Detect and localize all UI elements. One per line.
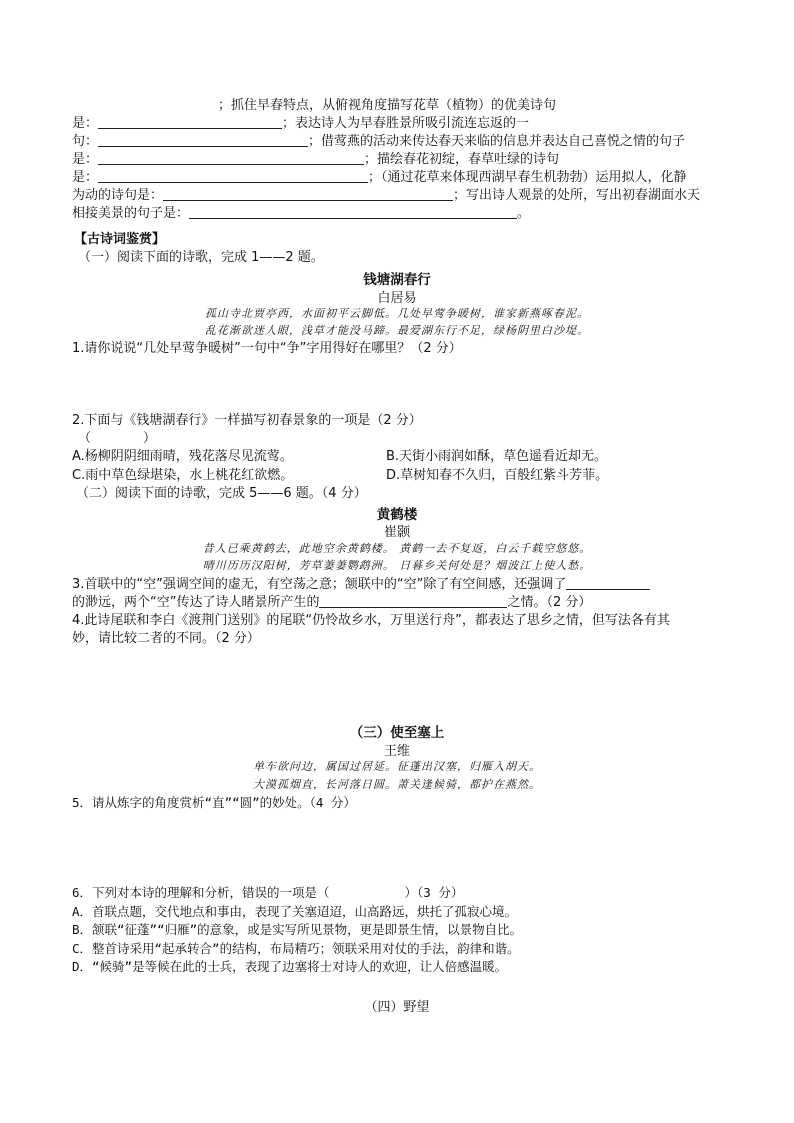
fill-line-5 xyxy=(72,169,687,187)
answer-blank[interactable] xyxy=(319,594,507,608)
fill-text-5b: ；（通过花草来体现西湖早春生机勃勃）运用拟人，化静 xyxy=(368,170,687,185)
part4-heading: （四）野望 xyxy=(364,1000,430,1015)
fill-text-4b: ；描绘春花初绽，春草吐绿的诗句 xyxy=(364,152,560,167)
answer-blank[interactable] xyxy=(163,187,453,201)
fill-text-1: ；抓住早春特点，从俯视角度描写花草（植物）的优美诗句 xyxy=(218,98,557,113)
option-6a: A．首联点题，交代地点和事由，表现了关塞迢迢，山高路远，烘托了孤寂心境。 xyxy=(72,904,518,919)
section-heading-appreciation: 【古诗词鉴赏】 xyxy=(74,232,166,247)
question-3-line-1 xyxy=(72,576,650,594)
question-3-line-2 xyxy=(72,594,591,612)
question-4-line-1: 4.此诗尾联和李白《渡荆门送别》的尾联“仍怜故乡水，万里送行舟”，都表达了思乡之情，但写法各有其 xyxy=(72,613,670,628)
fill-text-2b: ；表达诗人为早春胜景所吸引流连忘返的一 xyxy=(282,116,530,131)
fill-text-3b: ；借莺燕的活动来传达春天来临的信息并表达自己喜悦之情的句子 xyxy=(308,134,686,149)
answer-blank[interactable] xyxy=(566,576,650,590)
poem2-line-2: 晴川历历汉阳树，芳草萋萋鹦鹉洲。 日暮乡关何处是？烟波江上使人愁。 xyxy=(202,559,592,572)
option-2d: D.草树知春不久归，百般红紫斗芳菲。 xyxy=(386,468,609,483)
poem2-line-1: 昔人已乘黄鹤去，此地空余黄鹤楼。 黄鹤一去不复返，白云千载空悠悠。 xyxy=(202,542,592,555)
fill-text-3a: 句： xyxy=(72,134,99,149)
option-6c: C．整首诗采用“起承转合”的结构，布局精巧；领联采用对仗的手法，韵律和谐。 xyxy=(72,941,520,956)
question-3-text-c: 之情。（2 分） xyxy=(507,595,592,610)
fill-line-1 xyxy=(218,97,556,115)
answer-blank[interactable] xyxy=(98,115,282,129)
poem3-line-2: 大漠孤烟直，长河落日圆。萧关逢候骑，都护在燕然。 xyxy=(253,778,541,791)
fill-line-4 xyxy=(72,151,559,169)
answer-blank[interactable] xyxy=(98,133,308,147)
option-2b: B.天街小雨润如酥，草色遥看近却无。 xyxy=(386,449,608,464)
option-6b: B．颔联“征蓬”“归雁”的意象，或是实写所见景物，更是即景生情，以景物自比。 xyxy=(72,922,523,937)
fill-text-6a: 为动的诗句是： xyxy=(72,188,164,203)
poem1-line-2: 乱花渐欲迷人眼，浅草才能没马蹄。最爱湖东行不足，绿杨阴里白沙堤。 xyxy=(205,324,589,337)
question-1: 1.请你说说“几处早莺争暖树”一句中“争”字用得好在哪里？（2 分） xyxy=(72,341,462,356)
fill-text-7b: 。 xyxy=(517,206,531,221)
poem2-title: 黄鹤楼 xyxy=(376,507,418,523)
fill-text-2a: 是： xyxy=(72,116,99,131)
question-2-answer-paren[interactable]: （ ） xyxy=(78,431,157,446)
question-4-line-2: 妙，请比较二者的不同。（2 分） xyxy=(72,631,260,646)
fill-line-3 xyxy=(72,133,685,151)
option-6d: D．“候骑”是等候在此的士兵，表现了边塞将士对诗人的欢迎，让人倍感温暖。 xyxy=(72,959,508,974)
fill-text-6b: ；写出诗人观景的处所，写出初春湖面水天 xyxy=(453,188,701,203)
part1-intro: （一）阅读下面的诗歌，完成 1——2 题。 xyxy=(78,250,324,265)
poem1-author: 白居易 xyxy=(377,291,417,306)
fill-line-6 xyxy=(72,187,700,205)
answer-blank[interactable] xyxy=(189,205,517,219)
part3-heading: （三）使至塞上 xyxy=(349,725,445,741)
option-2a: A.杨柳阴阴细雨晴，残花落尽见流莺。 xyxy=(72,449,293,464)
part2-intro: （二）阅读下面的诗歌，完成 5——6 题。（4 分） xyxy=(76,486,367,501)
fill-line-2 xyxy=(72,115,529,133)
poem2-author: 崔颢 xyxy=(383,525,410,540)
question-3-text-b: 的渺远，两个“空”传达了诗人睹景所产生的 xyxy=(72,595,320,610)
question-3-text-a: 3.首联中的“空”强调空间的虚无，有空荡之意；颔联中的“空”除了有空间感，还强调了 xyxy=(72,577,567,592)
fill-text-5a: 是： xyxy=(72,170,99,185)
answer-blank[interactable] xyxy=(98,169,368,183)
answer-blank[interactable] xyxy=(98,151,364,165)
fill-text-7a: 相接美景的句子是： xyxy=(72,206,190,221)
question-5: 5．请从炼字的角度赏析“直”“圆”的妙处。（4 分） xyxy=(72,795,356,810)
option-2c: C.雨中草色绿堪染，水上桃花红欲燃。 xyxy=(72,468,294,483)
poem1-title: 钱塘湖春行 xyxy=(363,272,431,288)
poem1-line-1: 孤山寺北贾亭西，水面初平云脚低。几处早莺争暖树，谁家新燕啄春泥。 xyxy=(205,307,589,320)
fill-text-4a: 是： xyxy=(72,152,99,167)
question-6: 6．下列对本诗的理解和分析，错误的一项是（ ）（3 分） xyxy=(72,885,464,900)
poem3-line-1: 单车欲问边，属国过居延。征蓬出汉塞，归雁入胡天。 xyxy=(253,760,541,773)
poem3-author: 王维 xyxy=(383,744,410,759)
fill-line-7 xyxy=(72,205,530,223)
question-2: 2.下面与《钱塘湖春行》一样描写初春景象的一项是（2 分） xyxy=(72,413,422,428)
